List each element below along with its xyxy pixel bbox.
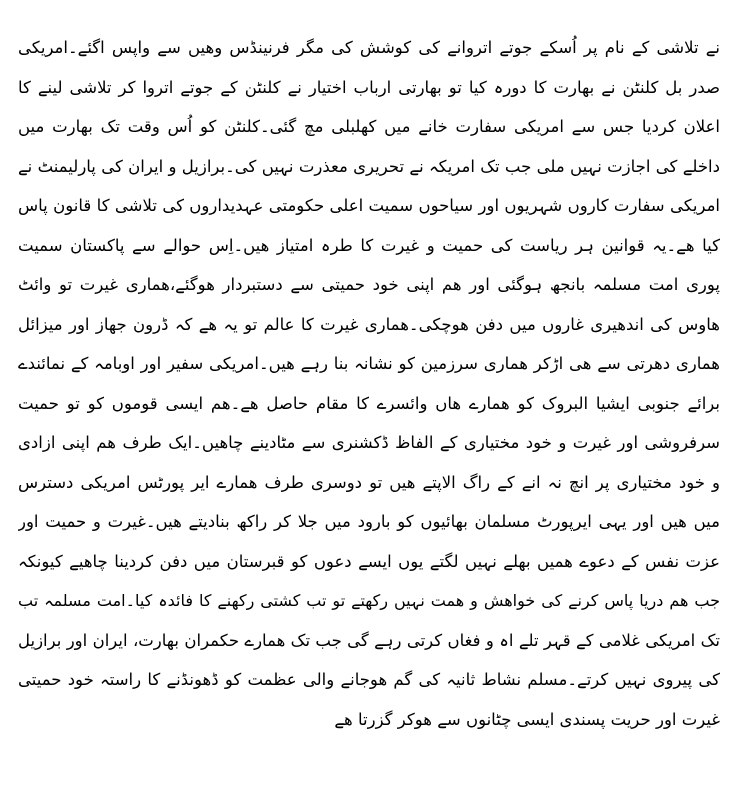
text-line: نے تلاشی کے نام پر اُسکے جوتے اتروانے کی کوشش کی مگر فرنینڈس وھیں سے واپس اگئے۔امریکی (18, 38, 720, 57)
text-line: جب ھم دریا پاس کرنے کی خواھش و ھمت نہیں رکھتے تو تب کشتی رکھنے کا فائدہ کیا۔امت مسلمہ تب (18, 591, 720, 610)
text-line-last: غیرت اور حریت پسندی ایسی چٹانوں سے ھوکر گزرتا ھے (334, 709, 720, 729)
article-body (18, 28, 720, 739)
text-line: سرفروشی اور غیرت و خود مختیاری کے الفاظ ڈکشنری سے مٹادینے چاھیں۔ایک طرف ھم اپنی ازادی (18, 433, 720, 452)
text-line: ھماری دھرتی سے ھی اڑکر ھماری سرزمین کو نشانہ بنا رہے ھیں۔امریکی سفیر اور اوبامہ کے نمائندے (18, 354, 720, 373)
text-line: ھاوس کی اندھیری غاروں میں دفن ھوچکی۔ھماری غیرت کا عالم تو یہ ھے کہ ڈرون جھاز اور میزائل (18, 314, 720, 334)
text-line: میں ھیں اور یہی ایرپورٹ مسلمان بھائیوں کو بارود میں جلا کر راکھ بنادیتے ھیں۔غیرت و حمیت اور (18, 512, 720, 531)
text-line: برائے جنوبی ایشیا البروک کو ھمارے ھاں وائسرے کا مقام حاصل ھے۔ھم ایسی قوموں کو تو حمیت (18, 393, 720, 413)
text-line: کی پیروی نہیں کرتے۔مسلم نشاط ثانیہ کی گم ھوجانے والی عظمت کو ڈھونڈنے کا راستہ خود حمیتی (18, 670, 720, 689)
text-line: اعلان کردیا جس سے امریکی سفارت خانے میں کھلبلی مچ گئی۔کلنٹن کو اُس وقت تک بھارت میں (18, 117, 720, 136)
text-line: و خود مختیاری پر انچ نہ انے کے راگ الاپتے ھیں تو دوسری طرف ھمارے ایر پورٹس امریکی دسترس (18, 472, 720, 492)
text-line: امریکی سفارت کاروں شہریوں اور سیاحوں سمیت اعلی حکومتی عہدیداروں کی تلاشی کا قانون پاس (18, 196, 720, 215)
text-line: تک امریکی غلامی کے قہر تلے اہ و فغاں کرتی رہے گی جب تک ھمارے حکمران بھارت، ایران اور برازیل (18, 630, 720, 650)
text-line: داخلے کی اجازت نہیں ملی جب تک امریکہ نے تحریری معذرت نہیں کی۔برازیل و ایران کی پارلیمنٹ نے (18, 156, 720, 176)
text-line: کیا ھے۔یہ قوانین ہر ریاست کی حمیت و غیرت کا طرہ امتیاز ھیں۔اِس حوالے سے پاکستان سمیت (18, 235, 720, 255)
text-line: پوری امت مسلمہ بانجھ ہوگئی اور ھم اپنی خود حمیتی سے دستبردار ھوگئے،ھماری غیرت تو وائٹ (18, 275, 720, 294)
text-line: عزت نفس کے دعوے ھمیں بھلے نہیں لگتے یوں ایسے دعوں کو قبرستان میں دفن کردینا چاھیے کیونکہ (18, 551, 720, 571)
text-line: صدر بل کلنٹن نے بھارت کا دورہ کیا تو بھارتی ارباب اختیار نے کلنٹن کے جوتے اتروا کر تلاشی لینے کا (18, 77, 720, 97)
